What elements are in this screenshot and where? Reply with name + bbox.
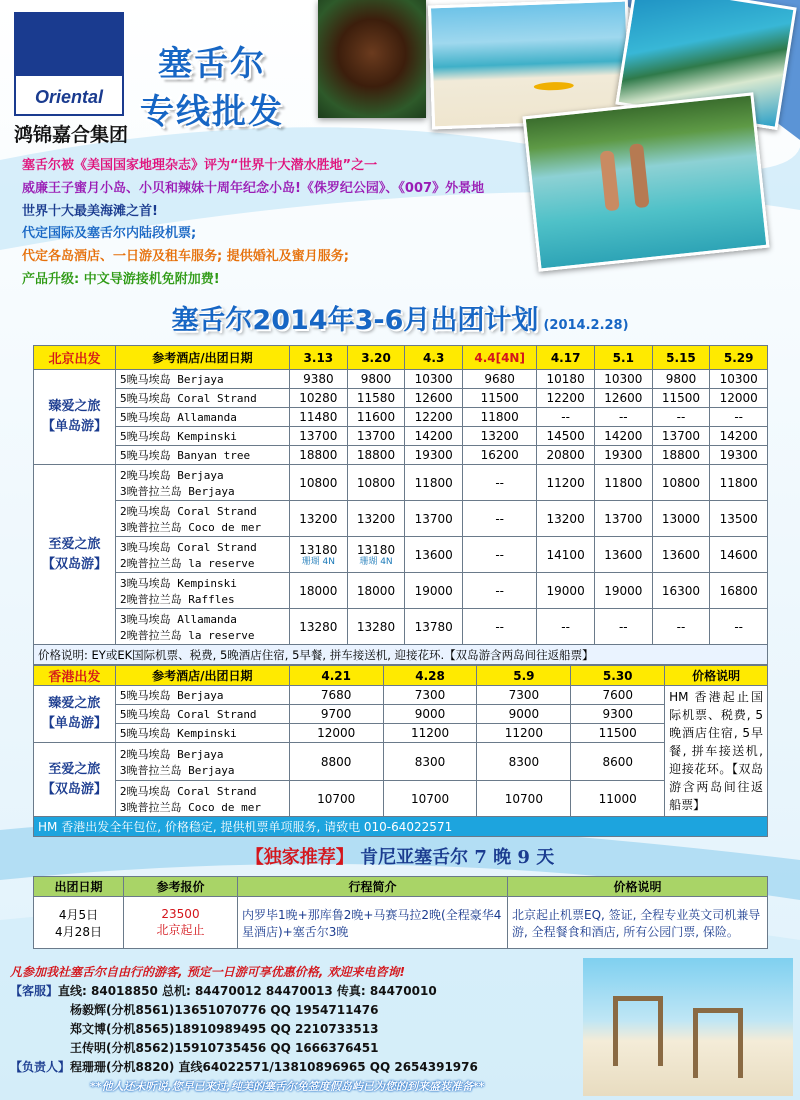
- hotel-line: 3晚马埃岛 Kempinski: [120, 576, 237, 590]
- price-cell: [594, 465, 652, 501]
- recommend-header: 出团日期: [34, 877, 124, 897]
- price-cell: [405, 573, 463, 609]
- price-value: 16800: [719, 583, 758, 598]
- price-cell: 11800: [463, 408, 537, 427]
- price-cell: 13200: [463, 427, 537, 446]
- price-cell: [537, 537, 595, 573]
- price-cell: --: [537, 408, 595, 427]
- price-cell: [347, 537, 405, 573]
- manager-label: 【负责人】: [10, 1060, 71, 1074]
- price-value: 13700: [414, 511, 453, 526]
- group-cell: [34, 465, 116, 645]
- price-cell: [463, 537, 537, 573]
- couple-beach-photo: [522, 92, 769, 271]
- price-cell: 10180: [537, 370, 595, 389]
- price-cell: [290, 465, 348, 501]
- price-cell: [652, 537, 710, 573]
- recommend-date: 4月28日: [55, 924, 102, 939]
- price-cell: 10300: [710, 370, 768, 389]
- chair-shape: [693, 1008, 743, 1078]
- price-cell: 11000: [571, 781, 665, 817]
- group-name: 至爱之旅: [48, 761, 101, 777]
- price-value: --: [676, 619, 686, 634]
- group-name: 臻爱之旅: [48, 696, 101, 711]
- price-cell: 16200: [463, 446, 537, 465]
- price-cell: [405, 465, 463, 501]
- hotel-line: 3晚马埃岛 Coral Strand: [120, 540, 257, 554]
- price-cell: 12200: [537, 389, 595, 408]
- recommend-date: 4月5日: [58, 907, 99, 922]
- price-cell: [710, 501, 768, 537]
- beijing-city-header: 北京出发: [34, 346, 116, 370]
- recommend-header: 行程简介: [238, 877, 508, 897]
- intro-line: 代定各岛酒店、一日游及租车服务; 提供婚礼及蜜月服务;: [22, 249, 349, 264]
- price-cell: 11480: [290, 408, 348, 427]
- price-cell: 12600: [594, 389, 652, 408]
- hotel-cell: [116, 609, 290, 645]
- price-value: 10800: [661, 475, 701, 490]
- date-header: 3.13: [290, 346, 348, 370]
- price-value: 11800: [414, 475, 453, 490]
- group-type: 【单岛游】: [41, 419, 107, 434]
- date-header: 3.20: [347, 346, 405, 370]
- group-cell: [34, 686, 116, 743]
- hotel-cell: 5晚马埃岛 Kempinski: [116, 427, 290, 446]
- price-cell: 9380: [290, 370, 348, 389]
- price-cell: 10700: [383, 781, 477, 817]
- date-header: 4.3: [405, 346, 463, 370]
- price-value: 13280: [356, 619, 396, 634]
- price-value: 13200: [299, 511, 338, 526]
- price-cell: [594, 609, 652, 645]
- hotel-cell: [116, 465, 290, 501]
- price-cell: [405, 609, 463, 645]
- date-header: 5.29: [710, 346, 768, 370]
- price-cell: 18800: [347, 446, 405, 465]
- price-cell: [537, 609, 595, 645]
- price-value: 13500: [719, 511, 758, 526]
- price-value: --: [495, 583, 504, 598]
- price-cell: 8800: [289, 743, 383, 781]
- price-cell: 7600: [571, 686, 665, 705]
- price-cell: 11500: [652, 389, 710, 408]
- hotel-line: 3晚马埃岛 Allamanda: [120, 612, 237, 626]
- price-cell: [710, 537, 768, 573]
- hotel-line: 3晚普拉兰岛 Berjaya: [119, 763, 235, 777]
- recommend-price-note: 北京起止机票EQ, 签证, 全程专业英文司机兼导游, 全程餐食和酒店, 所有公园门票, 保险。: [508, 897, 768, 949]
- price-value: 13700: [604, 511, 643, 526]
- price-cell: [463, 501, 537, 537]
- recommend-price-cell: [124, 897, 238, 949]
- manager-line: [10, 1058, 484, 1077]
- recommend-title: [0, 843, 800, 869]
- staff-line: 杨毅辉(分机8561)13651070776 QQ 1954711476: [70, 1003, 379, 1017]
- price-value: 10800: [356, 475, 396, 490]
- price-value: 13180: [356, 542, 396, 557]
- price-cell: [652, 573, 710, 609]
- hotel-cell: [115, 743, 289, 781]
- hotel-cell: [115, 781, 289, 817]
- price-cell: 18800: [290, 446, 348, 465]
- hongkong-city-header: 香港出发: [34, 666, 116, 686]
- hotel-line: 2晚普拉兰岛 la reserve: [120, 556, 255, 570]
- hotel-cell: 5晚马埃岛 Berjaya: [115, 686, 289, 705]
- bottom-slogan: **他人还未听说,您早已来过,纯美的塞舌尔免签度假岛屿已为您的到来盛装准备**: [90, 1080, 485, 1093]
- logo-text: Oriental: [34, 87, 104, 107]
- company-name: 鸿锦嘉合集团: [14, 124, 129, 146]
- price-cell: 9000: [383, 705, 477, 724]
- price-cell: 14200: [405, 427, 463, 446]
- date-header: 4.17: [537, 346, 595, 370]
- recommend-dates: [34, 897, 124, 949]
- price-value: 13200: [546, 511, 585, 526]
- price-value: 13600: [661, 547, 701, 562]
- headline-line1: 塞舌尔: [158, 44, 266, 84]
- hotel-line: 2晚马埃岛 Coral Strand: [119, 784, 257, 798]
- price-cell: 8300: [383, 743, 477, 781]
- price-value: 18000: [356, 583, 396, 598]
- headline-line2: 专线批发: [140, 92, 284, 132]
- price-cell: 12000: [710, 389, 768, 408]
- beijing-col-header: 参考酒店/出团日期: [116, 346, 290, 370]
- price-value: 13600: [604, 547, 643, 562]
- price-value: --: [734, 619, 743, 634]
- price-value: 13600: [414, 547, 453, 562]
- hotel-cell: 5晚马埃岛 Coral Strand: [116, 389, 290, 408]
- price-cell: [290, 537, 348, 573]
- price-value: --: [495, 511, 504, 526]
- price-cell: --: [594, 408, 652, 427]
- price-cell: 9800: [652, 370, 710, 389]
- hongkong-price-table: [33, 665, 768, 837]
- price-cell: 13700: [347, 427, 405, 446]
- price-cell: 11200: [477, 724, 571, 743]
- hotel-cell: [116, 501, 290, 537]
- price-cell: [290, 609, 348, 645]
- price-cell: 9800: [347, 370, 405, 389]
- price-value: --: [495, 475, 504, 490]
- price-cell: [463, 465, 537, 501]
- group-cell: [34, 743, 116, 817]
- price-cell: 13700: [290, 427, 348, 446]
- recommend-price: 23500: [161, 907, 200, 921]
- hotel-line: 3晚普拉兰岛 Coco de mer: [119, 800, 261, 814]
- date-header: 4.21: [289, 666, 383, 686]
- price-cell: 9300: [571, 705, 665, 724]
- price-cell: 7300: [477, 686, 571, 705]
- price-cell: 14200: [594, 427, 652, 446]
- price-cell: 11500: [463, 389, 537, 408]
- price-value: --: [561, 619, 570, 634]
- recommend-header: 参考报价: [124, 877, 238, 897]
- intro-line: 代定国际及塞舌尔内陆段机票;: [22, 226, 197, 241]
- price-cell: [290, 573, 348, 609]
- price-cell: [652, 465, 710, 501]
- contact-block: [10, 963, 484, 1096]
- price-cell: [710, 609, 768, 645]
- price-cell: [710, 573, 768, 609]
- service-numbers: 直线: 84018850 总机: 84470012 84470013 传真: 84470010: [58, 984, 437, 998]
- chair-shape: [613, 996, 663, 1066]
- price-cell: 12600: [405, 389, 463, 408]
- recommend-table: [33, 876, 768, 949]
- price-value: 16300: [661, 583, 701, 598]
- price-cell: --: [652, 408, 710, 427]
- plan-title-text: 塞舌尔2014年3-6月出团计划: [171, 305, 539, 336]
- price-cell: [537, 573, 595, 609]
- beijing-price-table: [33, 345, 768, 665]
- price-cell: 8600: [571, 743, 665, 781]
- hotel-cell: 5晚马埃岛 Banyan tree: [116, 446, 290, 465]
- intro-line: 威廉王子蜜月小岛、小贝和辣妹十周年纪念小岛!《侏罗纪公园》、《007》外景地: [22, 181, 485, 196]
- recommend-bracket: 【独家推荐】: [245, 847, 354, 868]
- date-header: 5.1: [594, 346, 652, 370]
- price-cell: 10300: [594, 370, 652, 389]
- hotel-cell: 5晚马埃岛 Allamanda: [116, 408, 290, 427]
- price-cell: 9000: [477, 705, 571, 724]
- price-value: 11200: [546, 475, 585, 490]
- hotel-cell: [116, 573, 290, 609]
- price-value: 18000: [299, 583, 338, 598]
- price-subnote: 珊瑚 4N: [301, 556, 335, 567]
- hotel-cell: 5晚马埃岛 Berjaya: [116, 370, 290, 389]
- group-type: 【单岛游】: [41, 716, 107, 731]
- staff-line: 郑文博(分机8565)18910989495 QQ 2210733513: [70, 1022, 379, 1036]
- price-cell: [710, 465, 768, 501]
- price-cell: 20800: [537, 446, 595, 465]
- intro-line: 塞舌尔被《美国国家地理杂志》评为“世界十大潜水胜地”之一: [22, 158, 378, 173]
- price-cell: 7680: [289, 686, 383, 705]
- price-cell: 10700: [289, 781, 383, 817]
- hotel-line: 2晚马埃岛 Berjaya: [119, 747, 224, 761]
- manager-info: 程珊珊(分机8820) 直线64022571/13810896965 QQ 2654391976: [70, 1060, 478, 1074]
- date-header: 5.15: [652, 346, 710, 370]
- price-value: 19000: [414, 583, 453, 598]
- price-cell: 19300: [710, 446, 768, 465]
- price-cell: [463, 573, 537, 609]
- price-value: 14100: [546, 547, 585, 562]
- price-cell: [347, 573, 405, 609]
- date-header: 4.28: [383, 666, 477, 686]
- hotel-line: 3晚普拉兰岛 Berjaya: [120, 484, 235, 498]
- price-cell: 12000: [289, 724, 383, 743]
- hotel-cell: 5晚马埃岛 Coral Strand: [115, 705, 289, 724]
- plan-date: (2014.2.28): [543, 318, 629, 333]
- person-figure: [600, 150, 620, 211]
- beach-chairs-photo: [583, 958, 793, 1096]
- price-subnote: 珊瑚 4N: [359, 556, 393, 567]
- price-cell: 11600: [347, 408, 405, 427]
- price-value: --: [495, 619, 504, 634]
- price-value: 14600: [719, 547, 758, 562]
- service-line: [10, 982, 484, 1001]
- recommend-itinerary: 内罗毕1晚+那库鲁2晚+马赛马拉2晚(全程豪华4星酒店)+塞舌尔3晚: [238, 897, 508, 949]
- price-cell: [594, 501, 652, 537]
- price-cell: 13700: [652, 427, 710, 446]
- price-cell: 19300: [594, 446, 652, 465]
- price-cell: [405, 501, 463, 537]
- beijing-price-note: 价格说明: EY或EK国际机票、税费, 5晚酒店住宿, 5早餐, 拼车接送机, 迎接花环.【双岛游含两岛间往返船票】: [34, 645, 768, 665]
- price-cell: [463, 609, 537, 645]
- intro-line: 产品升级: 中文导游接机免附加费!: [22, 272, 220, 287]
- price-cell: 10300: [405, 370, 463, 389]
- price-cell: [537, 501, 595, 537]
- price-cell: 12200: [405, 408, 463, 427]
- price-cell: [290, 501, 348, 537]
- date-header: 5.9: [477, 666, 571, 686]
- price-value: 19000: [604, 583, 643, 598]
- hotel-line: 2晚普拉兰岛 Raffles: [120, 592, 235, 606]
- price-value: 13000: [661, 511, 701, 526]
- price-cell: 10280: [290, 389, 348, 408]
- hotel-line: 2晚马埃岛 Coral Strand: [120, 504, 257, 518]
- group-cell: [34, 370, 116, 465]
- hongkong-footer: HM 香港出发全年包位, 价格稳定, 提供机票单项服务, 请致电 010-64022571: [34, 817, 768, 837]
- price-value: 13280: [299, 619, 338, 634]
- price-cell: 9680: [463, 370, 537, 389]
- price-cell: 19300: [405, 446, 463, 465]
- hongkong-col-header: 参考酒店/出团日期: [115, 666, 289, 686]
- price-cell: 18800: [652, 446, 710, 465]
- price-cell: --: [710, 408, 768, 427]
- recommend-price-sub: 北京起止: [156, 923, 205, 937]
- group-name: 至爱之旅: [48, 536, 101, 552]
- hotel-line: 3晚普拉兰岛 Coco de mer: [120, 520, 262, 534]
- hotel-line: 2晚普拉兰岛 la reserve: [120, 628, 255, 642]
- price-cell: 14500: [537, 427, 595, 446]
- price-value: 13780: [414, 619, 453, 634]
- price-value: 19000: [546, 583, 585, 598]
- price-cell: [652, 609, 710, 645]
- company-logo: [14, 12, 124, 116]
- price-cell: [347, 609, 405, 645]
- hotel-line: 2晚马埃岛 Berjaya: [120, 468, 224, 482]
- price-note-header: 价格说明: [665, 666, 768, 686]
- price-cell: 8300: [477, 743, 571, 781]
- hongkong-price-note: HM 香港起止国际机票、税费, 5晚酒店住宿, 5早餐, 拼车接送机, 迎接花环。【双岛游含两岛间往返船票】: [665, 686, 768, 817]
- price-cell: [405, 537, 463, 573]
- intro-line: 世界十大最美海滩之首!: [22, 204, 158, 219]
- coco-de-mer-photo: [318, 0, 426, 118]
- hotel-cell: 5晚马埃岛 Kempinski: [115, 724, 289, 743]
- price-cell: 10700: [477, 781, 571, 817]
- price-value: 13200: [356, 511, 396, 526]
- price-cell: 11580: [347, 389, 405, 408]
- group-type: 【双岛游】: [41, 556, 107, 572]
- price-cell: 11200: [383, 724, 477, 743]
- price-cell: 14200: [710, 427, 768, 446]
- date-header: 4.4[4N]: [463, 346, 537, 370]
- kayak-shape: [534, 81, 574, 90]
- price-value: --: [495, 547, 504, 562]
- staff-line: 王传明(分机8562)15910735456 QQ 1666376451: [70, 1041, 379, 1055]
- price-cell: 9700: [289, 705, 383, 724]
- price-cell: [594, 573, 652, 609]
- contact-slogan: 凡参加我社塞舌尔自由行的游客, 预定一日游可享优惠价格, 欢迎来电咨询!: [10, 965, 405, 979]
- price-cell: [594, 537, 652, 573]
- group-type: 【双岛游】: [41, 781, 107, 797]
- price-cell: 11500: [571, 724, 665, 743]
- price-value: 13180: [299, 542, 338, 557]
- price-value: --: [618, 619, 628, 634]
- service-label: 【客服】: [10, 984, 59, 998]
- price-cell: [537, 465, 595, 501]
- date-header: 5.30: [571, 666, 665, 686]
- price-value: 11800: [604, 475, 643, 490]
- price-value: 11800: [719, 475, 758, 490]
- price-value: 10800: [299, 475, 338, 490]
- price-cell: [347, 501, 405, 537]
- hotel-cell: [116, 537, 290, 573]
- recommend-route: 肯尼亚塞舌尔 7 晚 9 天: [360, 847, 555, 868]
- price-cell: [652, 501, 710, 537]
- price-cell: [347, 465, 405, 501]
- recommend-header: 价格说明: [508, 877, 768, 897]
- price-cell: 7300: [383, 686, 477, 705]
- person-figure: [629, 143, 650, 208]
- plan-title: [0, 298, 800, 337]
- group-name: 臻爱之旅: [48, 399, 101, 414]
